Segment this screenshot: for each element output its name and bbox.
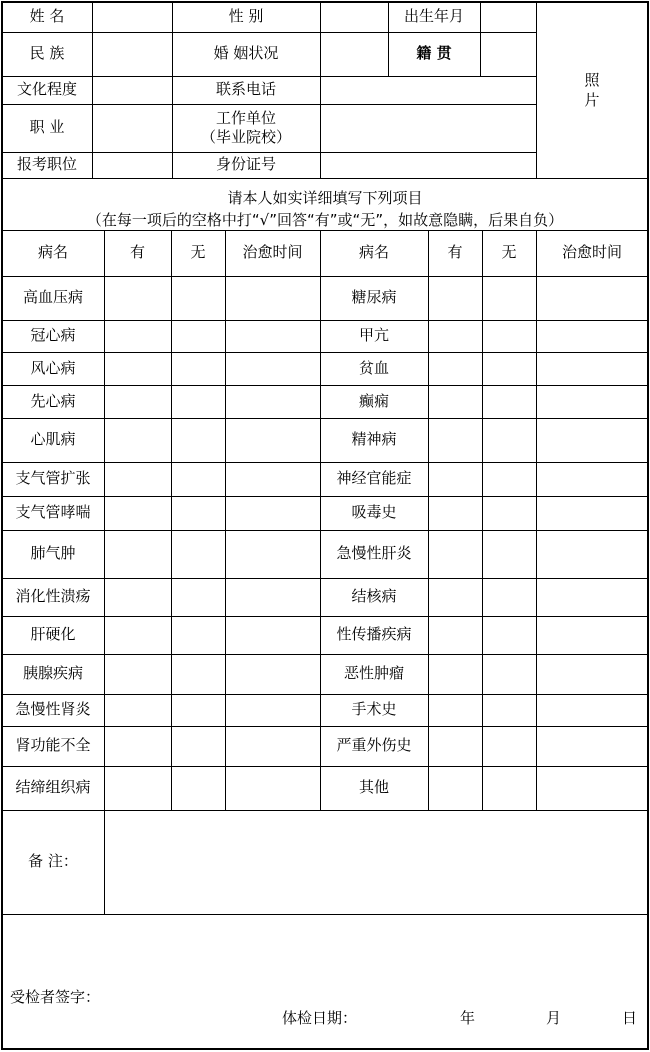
- col-header-no-right: 无: [501, 243, 517, 262]
- cured-time-field-right[interactable]: [536, 462, 648, 496]
- id-number-label: 身份证号: [215, 155, 276, 174]
- yes-checkbox-left[interactable]: [104, 654, 171, 694]
- marital-status-label: 婚 姻状况: [213, 44, 279, 63]
- education-field[interactable]: [92, 76, 172, 104]
- grid-hline: [2, 462, 648, 463]
- disease-name-left: 结缔组织病: [15, 778, 91, 797]
- disease-name-right: 糖尿病: [351, 288, 397, 307]
- yes-checkbox-left[interactable]: [104, 530, 171, 578]
- cured-time-field-right[interactable]: [536, 496, 648, 530]
- grid-vline: [104, 810, 105, 914]
- disease-name-right: 性传播疾病: [336, 625, 412, 644]
- position-label: 报考职位: [16, 155, 77, 174]
- no-checkbox-right[interactable]: [482, 276, 536, 320]
- disease-name-left: 风心病: [30, 358, 76, 377]
- disease-name-left: 肝硬化: [30, 625, 76, 644]
- grid-vline: [92, 2, 93, 178]
- gender-label: 性 别: [228, 7, 264, 26]
- no-checkbox-left[interactable]: [171, 694, 225, 726]
- grid-vline: [225, 230, 226, 810]
- gender-field[interactable]: [320, 2, 388, 32]
- yes-checkbox-right[interactable]: [428, 276, 482, 320]
- cured-time-field-right[interactable]: [536, 766, 648, 810]
- no-checkbox-right[interactable]: [482, 496, 536, 530]
- no-checkbox-right[interactable]: [482, 726, 536, 766]
- education-label: 文化程度: [16, 80, 77, 99]
- disease-name-left: 支气管扩张: [15, 469, 91, 488]
- ethnicity-label: 民 族: [29, 44, 65, 63]
- disease-name-right: 手术史: [351, 700, 397, 719]
- grid-hline: [2, 578, 648, 579]
- cured-time-field-right[interactable]: [536, 385, 648, 418]
- grid-hline: [1, 1, 649, 3]
- id-number-field[interactable]: [320, 152, 536, 178]
- no-checkbox-left[interactable]: [171, 654, 225, 694]
- grid-vline: [388, 2, 389, 76]
- no-checkbox-right[interactable]: [482, 578, 536, 616]
- grid-hline: [1, 1048, 649, 1050]
- col-header-no-left: 无: [190, 243, 206, 262]
- grid-vline: [1, 1, 3, 1050]
- notice-line-2: （在每一项后的空格中打“√”回答“有”或“无”，如故意隐瞒，后果自负）: [86, 211, 564, 229]
- disease-name-right: 甲亢: [358, 326, 389, 345]
- col-header-yes-right: 有: [447, 243, 463, 262]
- yes-checkbox-right[interactable]: [428, 352, 482, 385]
- disease-name-right: 吸毒史: [351, 503, 397, 522]
- photo-label-1: 照: [584, 70, 600, 89]
- grid-vline: [536, 2, 537, 178]
- no-checkbox-right[interactable]: [482, 766, 536, 810]
- yes-checkbox-left[interactable]: [104, 352, 171, 385]
- disease-name-right: 结核病: [351, 587, 397, 606]
- cured-time-field-right[interactable]: [536, 654, 648, 694]
- grid-vline: [104, 230, 105, 810]
- disease-name-right: 精神病: [351, 430, 397, 449]
- cured-time-field-left[interactable]: [225, 385, 320, 418]
- phone-field[interactable]: [320, 76, 536, 104]
- no-checkbox-right[interactable]: [482, 530, 536, 578]
- photo-box[interactable]: [536, 2, 648, 178]
- disease-name-right: 神经官能症: [336, 469, 412, 488]
- yes-checkbox-left[interactable]: [104, 385, 171, 418]
- yes-checkbox-left[interactable]: [104, 726, 171, 766]
- grid-hline: [2, 76, 536, 77]
- cured-time-field-right[interactable]: [536, 352, 648, 385]
- grid-hline: [2, 496, 648, 497]
- col-header-cured-left: 治愈时间: [242, 243, 303, 262]
- workplace-label-line2: （毕业院校）: [200, 128, 291, 146]
- grid-hline: [2, 352, 648, 353]
- cured-time-field-left[interactable]: [225, 726, 320, 766]
- exam-date-label: 体检日期：: [282, 1009, 358, 1027]
- grid-hline: [2, 418, 648, 419]
- no-checkbox-left[interactable]: [171, 462, 225, 496]
- yes-checkbox-left[interactable]: [104, 616, 171, 654]
- no-checkbox-left[interactable]: [171, 530, 225, 578]
- birth-label: 出生年月: [403, 7, 464, 26]
- grid-vline: [428, 230, 429, 810]
- workplace-label-line1: 工作单位: [215, 108, 276, 127]
- cured-time-field-left[interactable]: [225, 694, 320, 726]
- no-checkbox-left[interactable]: [171, 766, 225, 810]
- grid-vline: [647, 1, 649, 1050]
- yes-checkbox-right[interactable]: [428, 530, 482, 578]
- no-checkbox-left[interactable]: [171, 320, 225, 352]
- yes-checkbox-left[interactable]: [104, 418, 171, 462]
- photo-label-2: 片: [584, 91, 600, 109]
- col-header-cured-right: 治愈时间: [561, 243, 622, 262]
- grid-vline: [171, 230, 172, 810]
- disease-name-left: 高血压病: [22, 288, 83, 307]
- signature-label: 受检者签字：: [10, 988, 101, 1006]
- disease-name-left: 消化性溃疡: [15, 587, 91, 606]
- yes-checkbox-right[interactable]: [428, 320, 482, 352]
- no-checkbox-right[interactable]: [482, 418, 536, 462]
- disease-name-right: 严重外伤史: [336, 736, 412, 755]
- cured-time-field-right[interactable]: [536, 418, 648, 462]
- no-checkbox-left[interactable]: [171, 276, 225, 320]
- grid-hline: [2, 32, 536, 33]
- cured-time-field-left[interactable]: [225, 654, 320, 694]
- cured-time-field-left[interactable]: [225, 496, 320, 530]
- name-label: 姓 名: [29, 7, 65, 26]
- cured-time-field-left[interactable]: [225, 418, 320, 462]
- occupation-field[interactable]: [92, 104, 172, 152]
- cured-time-field-left[interactable]: [225, 766, 320, 810]
- phone-label: 联系电话: [215, 80, 276, 99]
- yes-checkbox-left[interactable]: [104, 496, 171, 530]
- no-checkbox-left[interactable]: [171, 352, 225, 385]
- grid-vline: [320, 230, 321, 810]
- yes-checkbox-right[interactable]: [428, 418, 482, 462]
- grid-hline: [2, 726, 648, 727]
- native-place-field[interactable]: [480, 32, 536, 76]
- yes-checkbox-left[interactable]: [104, 276, 171, 320]
- yes-checkbox-right[interactable]: [428, 694, 482, 726]
- disease-name-left: 肾功能不全: [15, 736, 91, 755]
- disease-name-right: 癫痫: [358, 391, 389, 410]
- no-checkbox-right[interactable]: [482, 654, 536, 694]
- disease-name-right: 急慢性肝炎: [336, 544, 412, 563]
- grid-hline: [2, 104, 536, 105]
- disease-name-left: 心肌病: [30, 430, 76, 449]
- workplace-field[interactable]: [320, 104, 536, 152]
- cured-time-field-left[interactable]: [225, 530, 320, 578]
- no-checkbox-left[interactable]: [171, 385, 225, 418]
- grid-hline: [2, 152, 536, 153]
- cured-time-field-left[interactable]: [225, 352, 320, 385]
- remarks-field[interactable]: [104, 810, 648, 914]
- grid-hline: [2, 276, 648, 277]
- position-field[interactable]: [92, 152, 172, 178]
- marital-status-field[interactable]: [320, 32, 388, 76]
- cured-time-field-left[interactable]: [225, 462, 320, 496]
- yes-checkbox-right[interactable]: [428, 726, 482, 766]
- yes-checkbox-left[interactable]: [104, 766, 171, 810]
- cured-time-field-right[interactable]: [536, 726, 648, 766]
- cured-time-field-right[interactable]: [536, 320, 648, 352]
- disease-name-left: 急慢性肾炎: [15, 700, 91, 719]
- cured-time-field-right[interactable]: [536, 694, 648, 726]
- birth-field[interactable]: [480, 2, 536, 32]
- grid-hline: [2, 385, 648, 386]
- workplace-label: [172, 104, 320, 152]
- no-checkbox-left[interactable]: [171, 578, 225, 616]
- grid-vline: [172, 2, 173, 178]
- no-checkbox-left[interactable]: [171, 418, 225, 462]
- disease-name-right: 贫血: [358, 358, 389, 377]
- signature-field[interactable]: [130, 980, 280, 1006]
- cured-time-field-left[interactable]: [225, 276, 320, 320]
- grid-vline: [320, 2, 321, 178]
- exam-date-year: 年: [460, 1009, 476, 1027]
- cured-time-field-right[interactable]: [536, 578, 648, 616]
- grid-hline: [2, 654, 648, 655]
- no-checkbox-left[interactable]: [171, 616, 225, 654]
- no-checkbox-right[interactable]: [482, 352, 536, 385]
- yes-checkbox-right[interactable]: [428, 462, 482, 496]
- yes-checkbox-right[interactable]: [428, 616, 482, 654]
- yes-checkbox-left[interactable]: [104, 462, 171, 496]
- ethnicity-field[interactable]: [92, 32, 172, 76]
- grid-hline: [2, 178, 648, 179]
- yes-checkbox-left[interactable]: [104, 578, 171, 616]
- grid-hline: [2, 320, 648, 321]
- no-checkbox-right[interactable]: [482, 694, 536, 726]
- remarks-label: 备 注：: [28, 852, 78, 871]
- yes-checkbox-right[interactable]: [428, 766, 482, 810]
- yes-checkbox-right[interactable]: [428, 578, 482, 616]
- col-header-disease-right: 病名: [358, 243, 389, 262]
- col-header-yes-left: 有: [129, 243, 145, 262]
- disease-name-left: 支气管哮喘: [15, 503, 91, 522]
- cured-time-field-left[interactable]: [225, 616, 320, 654]
- name-field[interactable]: [92, 2, 172, 32]
- cured-time-field-right[interactable]: [536, 276, 648, 320]
- grid-vline: [480, 2, 481, 76]
- grid-vline: [536, 230, 537, 810]
- yes-checkbox-left[interactable]: [104, 320, 171, 352]
- disease-name-right: 其他: [358, 778, 389, 797]
- cured-time-field-right[interactable]: [536, 616, 648, 654]
- disease-name-right: 恶性肿瘤: [343, 664, 404, 683]
- disease-name-left: 冠心病: [30, 326, 76, 345]
- notice-line-1: 请本人如实详细填写下列项目: [227, 189, 423, 207]
- yes-checkbox-right[interactable]: [428, 496, 482, 530]
- cured-time-field-left[interactable]: [225, 320, 320, 352]
- disease-name-left: 先心病: [30, 391, 76, 410]
- occupation-label: 职 业: [29, 118, 65, 137]
- grid-hline: [2, 616, 648, 617]
- yes-checkbox-left[interactable]: [104, 694, 171, 726]
- exam-date-day: 日: [622, 1009, 638, 1027]
- grid-hline: [2, 694, 648, 695]
- no-checkbox-right[interactable]: [482, 462, 536, 496]
- disease-name-left: 肺气肿: [30, 544, 76, 563]
- yes-checkbox-right[interactable]: [428, 654, 482, 694]
- exam-date-month: 月: [546, 1009, 562, 1027]
- grid-hline: [2, 230, 648, 231]
- grid-hline: [2, 914, 648, 915]
- grid-hline: [2, 530, 648, 531]
- no-checkbox-right[interactable]: [482, 616, 536, 654]
- native-place-label: 籍 贯: [416, 44, 452, 63]
- cured-time-field-right[interactable]: [536, 530, 648, 578]
- cured-time-field-left[interactable]: [225, 578, 320, 616]
- no-checkbox-right[interactable]: [482, 320, 536, 352]
- no-checkbox-left[interactable]: [171, 726, 225, 766]
- grid-hline: [2, 766, 648, 767]
- grid-vline: [482, 230, 483, 810]
- yes-checkbox-right[interactable]: [428, 385, 482, 418]
- disease-name-left: 胰腺疾病: [22, 664, 83, 683]
- no-checkbox-left[interactable]: [171, 496, 225, 530]
- no-checkbox-right[interactable]: [482, 385, 536, 418]
- col-header-disease-left: 病名: [37, 243, 68, 262]
- grid-hline: [2, 810, 648, 811]
